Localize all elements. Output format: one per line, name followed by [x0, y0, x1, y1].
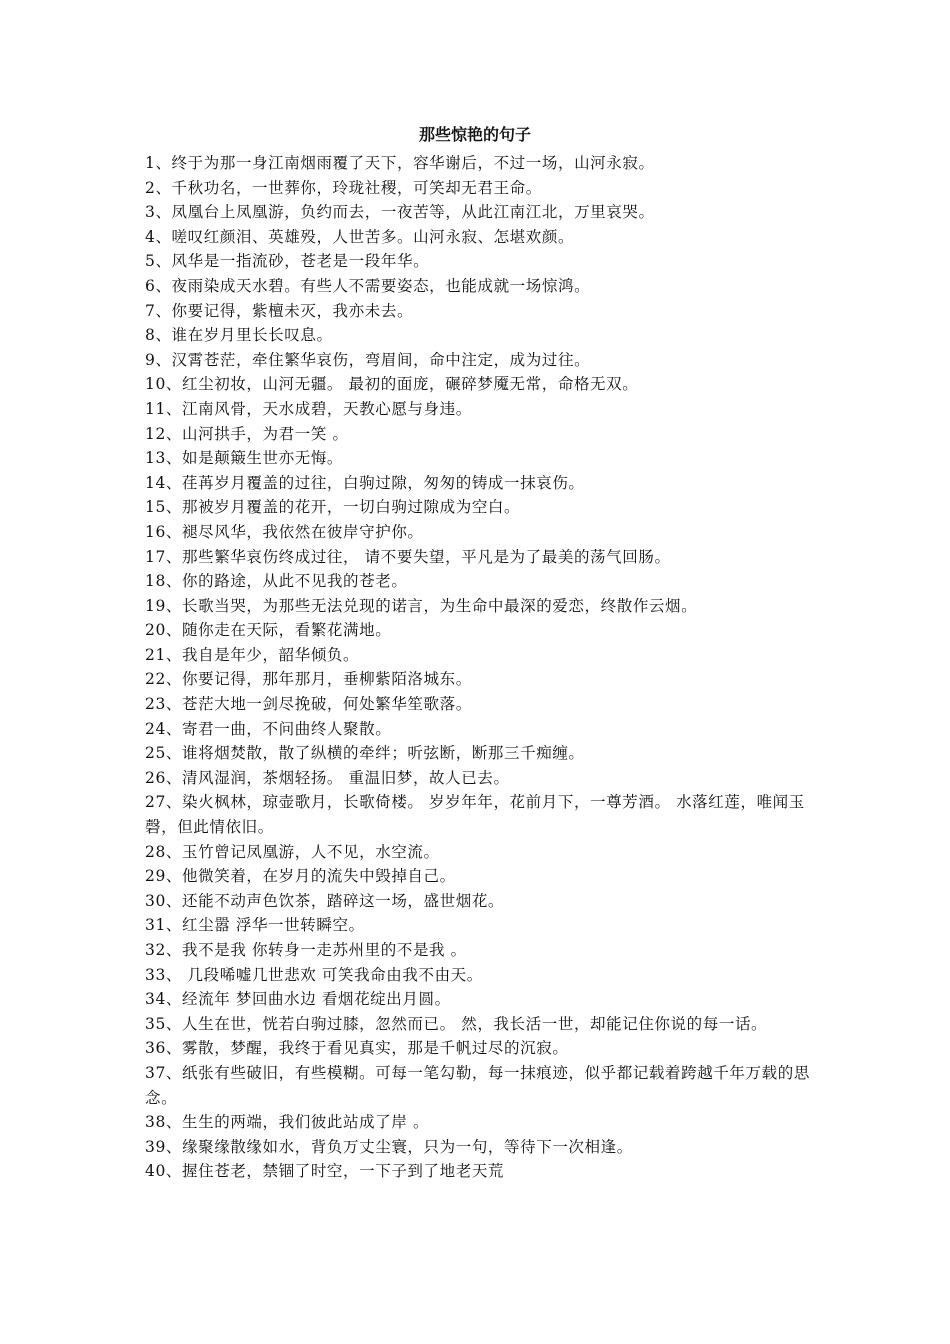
list-item: 34、经流年 梦回曲水边 看烟花绽出月圆。: [145, 990, 451, 1009]
list-item: 20、随你走在天际，看繁花满地。: [145, 621, 392, 640]
list-item: 10、红尘初妆，山河无疆。 最初的面庞，碾碎梦魇无常，命格无双。: [145, 375, 639, 394]
list-item: 29、他微笑着，在岁月的流失中毁掉自己。: [145, 867, 456, 886]
list-item: 18、你的路途，从此不见我的苍老。: [145, 572, 408, 591]
list-item: 4、嗟叹红颜泪、英雄殁，人世苦多。山河永寂、怎堪欢颜。: [145, 227, 575, 246]
list-item: 8、谁在岁月里长长叹息。: [145, 326, 333, 345]
list-item: 36、雾散，梦醒，我终于看见真实，那是千帆过尽的沉寂。: [145, 1039, 569, 1058]
list-item: 24、寄君一曲，不问曲终人聚散。: [145, 719, 392, 738]
list-item: 15、那被岁月覆盖的花开，一切白驹过隙成为空白。: [145, 498, 521, 517]
list-item: 28、玉竹曾记凤凰游，人不见，水空流。: [145, 842, 440, 861]
list-item: 33、 几段唏嘘几世悲欢 可笑我命由我不由天。: [145, 965, 483, 984]
list-item: 11、江南风骨，天水成碧，天教心愿与身违。: [145, 399, 472, 418]
list-item: 12、山河拱手，为君一笑 。: [145, 424, 349, 443]
list-item: 30、还能不动声色饮茶，踏碎这一场，盛世烟花。: [145, 891, 505, 910]
list-item: 16、褪尽风华，我依然在彼岸守护你。: [145, 522, 424, 541]
list-item: 25、谁将烟焚散，散了纵横的牵绊；听弦断，断那三千痴缠。: [145, 744, 585, 763]
list-item: 40、握住苍老，禁锢了时空，一下子到了地老天荒: [145, 1162, 505, 1181]
list-item: 37、纸张有些破旧，有些模糊。可每一笔勾勒，每一抹痕迹，似乎都记载着跨越千年万载的思念。: [145, 1063, 810, 1107]
sentence-list: [145, 151, 810, 1184]
list-item: 31、红尘嚣 浮华一世转瞬空。: [145, 916, 365, 935]
list-item: 26、清风湿润，茶烟轻扬。 重温旧梦，故人已去。: [145, 768, 510, 787]
list-item: 22、你要记得，那年那月，垂柳紫陌洛城东。: [145, 670, 472, 689]
list-item: 23、苍茫大地一剑尽挽破，何处繁华笙歌落。: [145, 695, 472, 714]
list-item: 13、如是颠簸生世亦无悔。: [145, 449, 344, 468]
list-item: 27、染火枫林，琼壶歌月，长歌倚楼。 岁岁年年，花前月下，一尊芳酒。 水落红莲，唯闻玉磬，但此情依旧。: [145, 793, 805, 837]
list-item: 17、那些繁华哀伤终成过往， 请不要失望，平凡是为了最美的荡气回肠。: [145, 547, 671, 566]
list-item: 14、荏苒岁月覆盖的过往，白驹过隙，匆匆的铸成一抹哀伤。: [145, 473, 585, 492]
list-item: 7、你要记得，紫檀未灭，我亦未去。: [145, 301, 414, 320]
list-item: 9、汉霄苍茫，牵住繁华哀伤，弯眉间，命中注定，成为过往。: [145, 350, 591, 369]
list-item: 6、夜雨染成天水碧。有些人不需要姿态，也能成就一场惊鸿。: [145, 276, 591, 295]
list-item: 39、缘聚缘散缘如水，背负万丈尘寰，只为一句，等待下一次相逢。: [145, 1137, 633, 1156]
list-item: 1、终于为那一身江南烟雨覆了天下，容华谢后，不过一场，山河永寂。: [145, 154, 655, 172]
list-item: 3、凤凰台上凤凰游，负约而去，一夜苦等，从此江南江北，万里哀哭。: [145, 203, 655, 222]
list-item: 19、长歌当哭，为那些无法兑现的诺言，为生命中最深的爱恋，终散作云烟。: [145, 596, 698, 615]
list-item: 35、人生在世，恍若白驹过膝，忽然而已。 然，我长活一世，却能记住你说的每一话。: [145, 1014, 768, 1033]
list-item: 32、我不是我 你转身一走苏州里的不是我 。: [145, 941, 467, 959]
list-item: 21、我自是年少，韶华倾负。: [145, 645, 360, 664]
list-item: 5、风华是一指流砂，苍老是一段年华。: [145, 252, 430, 271]
list-item: 38、生生的两端，我们彼此站成了岸 。: [145, 1113, 430, 1132]
document-title: 那些惊艳的句子: [418, 125, 531, 144]
list-item: 2、千秋功名，一世葬你，玲珑社稷，可笑却无君王命。: [145, 178, 542, 197]
